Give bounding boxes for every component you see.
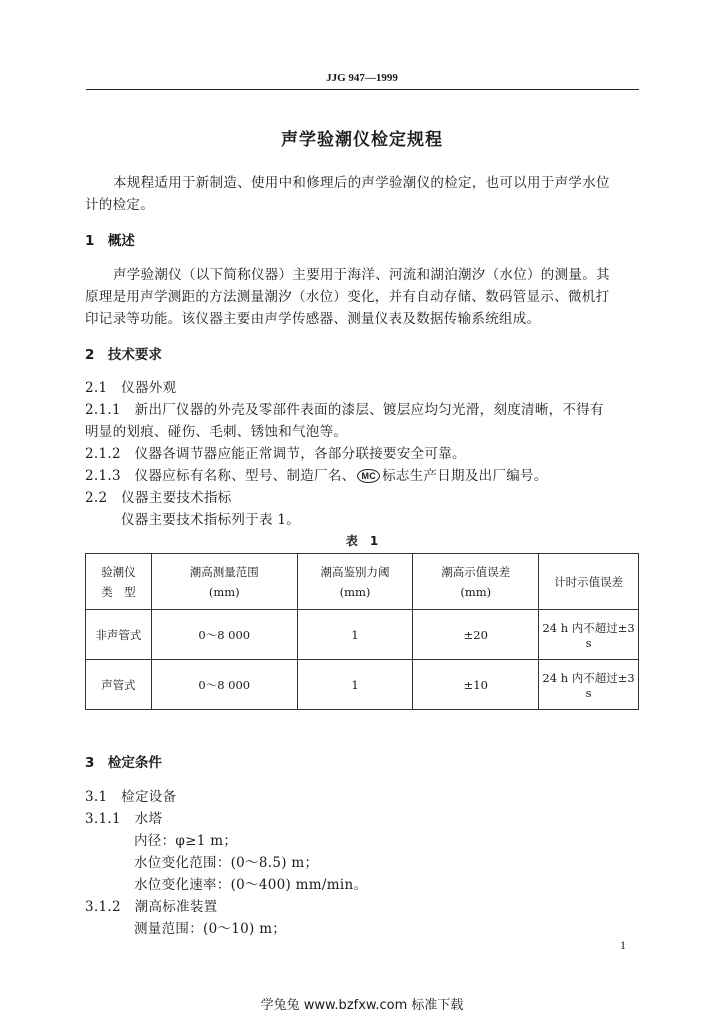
table-header-cell: 验潮仪 类 型	[86, 554, 152, 610]
table-row	[86, 660, 639, 710]
clause-3-1: 3.1 检定设备	[85, 789, 177, 805]
table-cell: 1	[297, 660, 413, 710]
inner-diameter: 内径：φ≥1 m；	[134, 833, 238, 849]
clause-2-1-3-tail: 标志生产日期及出厂编号。	[382, 468, 548, 484]
header-rule	[86, 89, 639, 90]
document-title: 声学验潮仪检定规程	[281, 130, 443, 150]
page-number: 1	[620, 938, 626, 952]
section-1-heading: 1 概述	[85, 233, 135, 249]
clause-2-1-3	[85, 464, 548, 484]
table-cell: 非声管式	[86, 610, 152, 660]
table-cell: 0～8 000	[151, 610, 297, 660]
clause-3-1-1: 3.1.1 水塔	[85, 811, 163, 827]
intro-line-2: 计的检定。	[85, 197, 154, 213]
spec-table	[85, 553, 639, 710]
clause-2-2: 2.2 仪器主要技术指标	[85, 490, 232, 506]
section-1-line-2: 原理是用声学测距的方法测量潮汐（水位）变化，并有自动存储、数码管显示、微机打	[85, 289, 610, 305]
table-row	[86, 610, 639, 660]
clause-2-1-1-line-2: 明显的划痕、碰伤、毛刺、锈蚀和气泡等。	[85, 424, 348, 440]
level-range: 水位变化范围：(0～8.5) m；	[134, 855, 319, 871]
footer-watermark[interactable]: 学兔兔 www.bzfxw.com 标准下载	[260, 998, 464, 1013]
standard-code: JJG 947—1999	[326, 72, 398, 84]
level-rate: 水位变化速率：(0～400) mm/min。	[134, 877, 368, 893]
table-cell: ±20	[413, 610, 539, 660]
table-header-cell: 潮高鉴别力阈 (mm)	[297, 554, 413, 610]
clause-2-1-1-line-1: 2.1.1 新出厂仪器的外壳及零部件表面的漆层、镀层应均匀光滑，刻度清晰，不得有	[85, 402, 604, 418]
clause-2-1-3-text: 2.1.3 仪器应标有名称、型号、制造厂名、	[85, 468, 356, 484]
clause-2-1: 2.1 仪器外观	[85, 380, 177, 396]
table-header-cell: 潮高示值误差 (mm)	[413, 554, 539, 610]
table-cell: 24 h 内不超过±3 s	[539, 610, 639, 660]
table-caption: 表 1	[345, 534, 379, 548]
section-3-heading: 3 检定条件	[85, 755, 162, 771]
table-cell: ±10	[413, 660, 539, 710]
mc-mark-logo: MC	[357, 469, 380, 483]
table-header-cell: 计时示值误差	[539, 554, 639, 610]
measure-range: 测量范围：(0～10) m；	[134, 921, 287, 937]
clause-2-1-2: 2.1.2 仪器各调节器应能正常调节，各部分联接要安全可靠。	[85, 446, 466, 462]
intro-line-1: 本规程适用于新制造、使用中和修理后的声学验潮仪的检定，也可以用于声学水位	[113, 175, 610, 191]
clause-2-2-text: 仪器主要技术指标列于表 1。	[121, 512, 301, 528]
section-2-heading: 2 技术要求	[85, 347, 162, 363]
section-1-line-1: 声学验潮仪（以下简称仪器）主要用于海洋、河流和湖泊潮汐（水位）的测量。其	[113, 267, 610, 283]
table-cell: 1	[297, 610, 413, 660]
table-header-cell: 潮高测量范围 (mm)	[151, 554, 297, 610]
table-header-row	[86, 554, 639, 610]
table-cell: 0～8 000	[151, 660, 297, 710]
table-cell: 24 h 内不超过±3 s	[539, 660, 639, 710]
clause-3-1-2: 3.1.2 潮高标准装置	[85, 899, 218, 915]
table-cell: 声管式	[86, 660, 152, 710]
section-1-line-3: 印记录等功能。该仪器主要由声学传感器、测量仪表及数据传输系统组成。	[85, 311, 541, 327]
